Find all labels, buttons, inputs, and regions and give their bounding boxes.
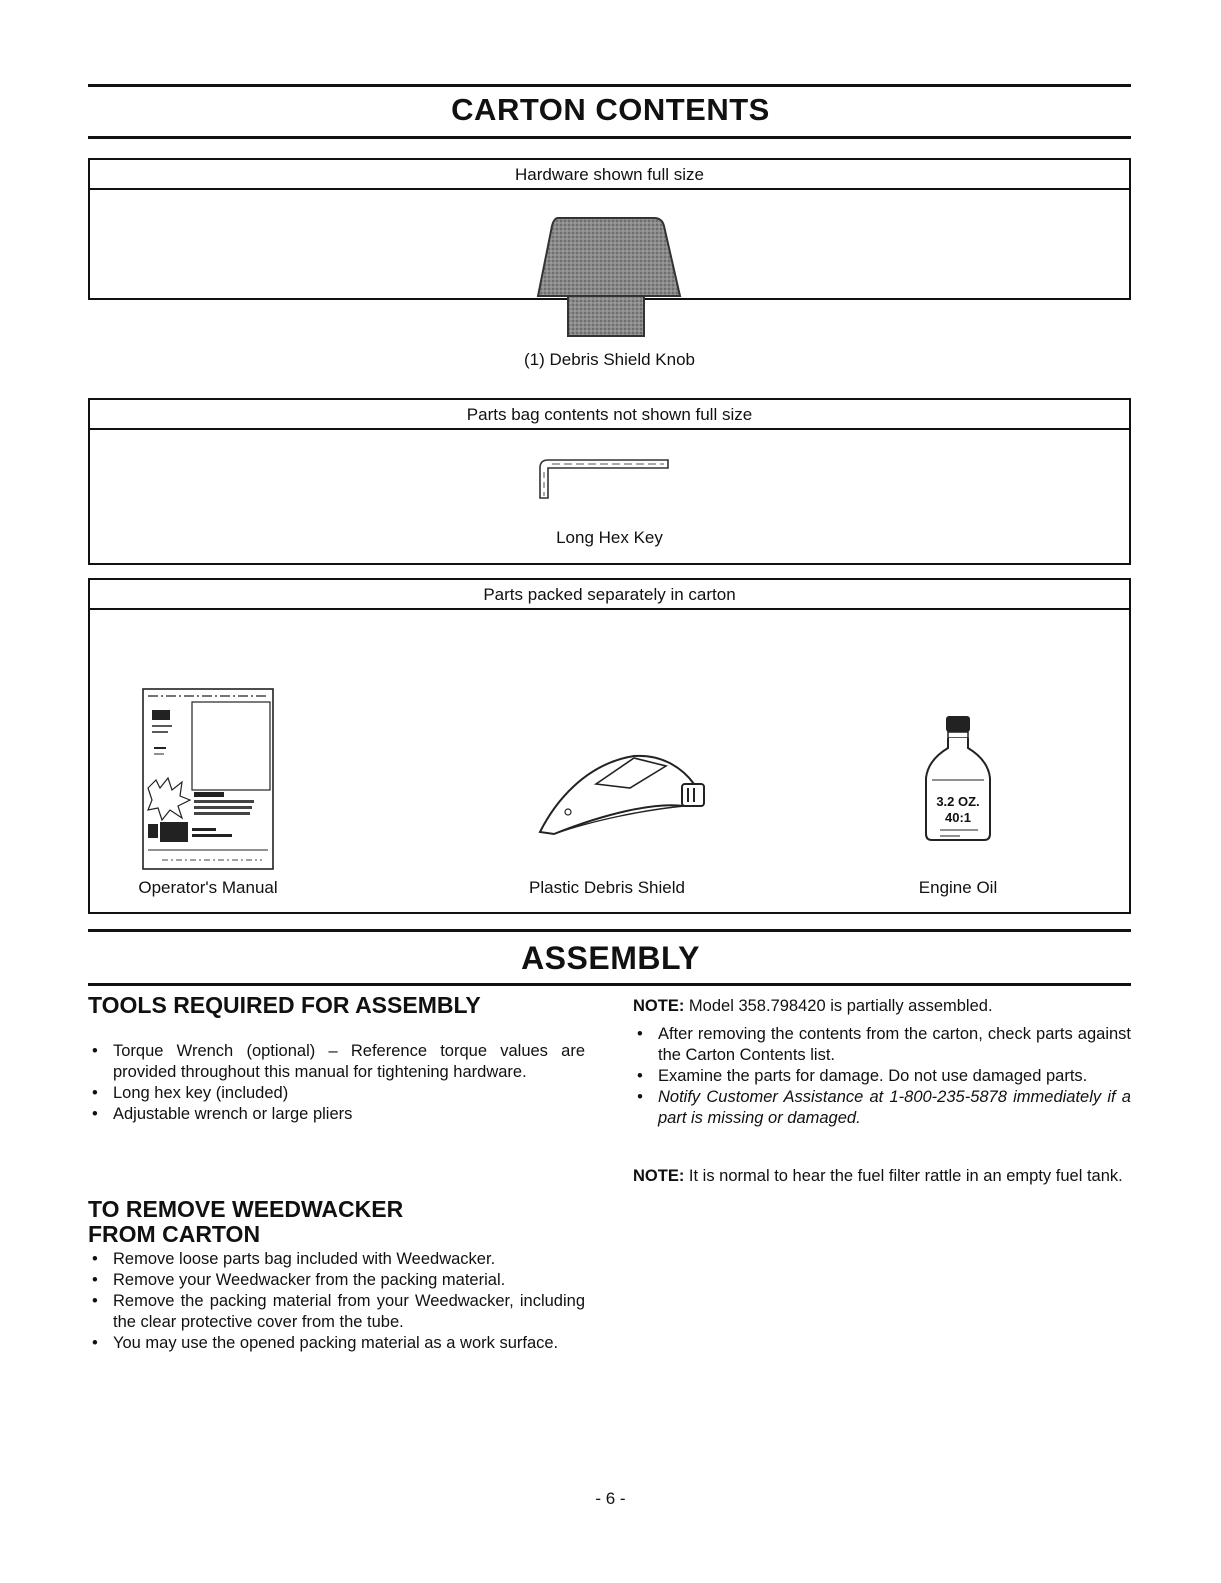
note-text: Model 358.798420 is partially assembled. [684, 997, 993, 1015]
engine-oil-bottle-image [920, 714, 996, 844]
debris-shield-knob-label: (1) Debris Shield Knob [523, 350, 696, 369]
note-label: NOTE: [633, 997, 685, 1015]
hex-key-label: Long Hex Key [556, 528, 663, 547]
operators-manual-label: Operator's Manual [138, 878, 278, 897]
remove-list-item: • You may use the opened packing material as a work surface. [88, 1333, 585, 1354]
remove-weedwacker-title-line2: FROM CARTON [88, 1221, 261, 1247]
engine-oil-label-amount: 3.2 OZ. [936, 794, 980, 809]
operators-manual-image [142, 688, 274, 870]
parts-bag-box [88, 398, 1131, 565]
check-parts-item: • Examine the parts for damage. Do not use damaged parts. [633, 1066, 1131, 1087]
debris-shield-knob-image [528, 212, 688, 342]
remove-weedwacker-title-line1: TO REMOVE WEEDWACKER [88, 1196, 404, 1222]
engine-oil-label: Engine Oil [918, 878, 998, 897]
remove-list-item: • Remove loose parts bag included with Weedwacker. [88, 1249, 585, 1270]
remove-list-item: • Remove the packing material from your Weedwacker, including the clear protective cover from the tube. [88, 1291, 585, 1333]
check-parts-item: • After removing the contents from the carton, check parts against the Carton Contents list. [633, 1024, 1131, 1066]
plastic-debris-shield-image [534, 744, 710, 840]
tools-list-item: • Long hex key (included) [88, 1083, 585, 1104]
note-label: NOTE: [633, 1167, 685, 1185]
check-parts-list [633, 1024, 1131, 1129]
hardware-box-header: Hardware shown full size [90, 160, 1129, 190]
carton-title-underline [88, 136, 1131, 139]
check-parts-item: • Notify Customer Assistance at 1-800-235-5878 immediately if a part is missing or damaged. [633, 1087, 1131, 1129]
tools-list [88, 1041, 585, 1125]
note-partially-assembled [633, 996, 1131, 1017]
tools-list-item: • Torque Wrench (optional) – Reference torque values are provided throughout this manual for tightening hardware. [88, 1041, 585, 1083]
engine-oil-label-ratio: 40:1 [944, 810, 972, 825]
parts-bag-box-header: Parts bag contents not shown full size [90, 400, 1129, 430]
hardware-box [88, 158, 1131, 369]
note-fuel-filter [633, 1166, 1131, 1187]
assembly-top-rule [88, 929, 1131, 932]
remove-list-item: • Remove your Weedwacker from the packing material. [88, 1270, 585, 1291]
tools-list-item: • Adjustable wrench or large pliers [88, 1104, 585, 1125]
assembly-title: ASSEMBLY [521, 940, 700, 976]
carton-contents-title: CARTON CONTENTS [451, 92, 770, 127]
plastic-debris-shield-label: Plastic Debris Shield [529, 878, 685, 897]
tools-required-title: TOOLS REQUIRED FOR ASSEMBLY [88, 992, 481, 1018]
top-rule [88, 84, 1131, 87]
assembly-title-underline [88, 983, 1131, 986]
separate-parts-box-header: Parts packed separately in carton [90, 580, 1129, 610]
hex-key-image [538, 458, 678, 502]
remove-list [88, 1249, 585, 1354]
page-number: - 6 - [595, 1489, 626, 1508]
note-text: It is normal to hear the fuel filter rattle in an empty fuel tank. [684, 1167, 1123, 1185]
separate-parts-box [88, 578, 1131, 914]
